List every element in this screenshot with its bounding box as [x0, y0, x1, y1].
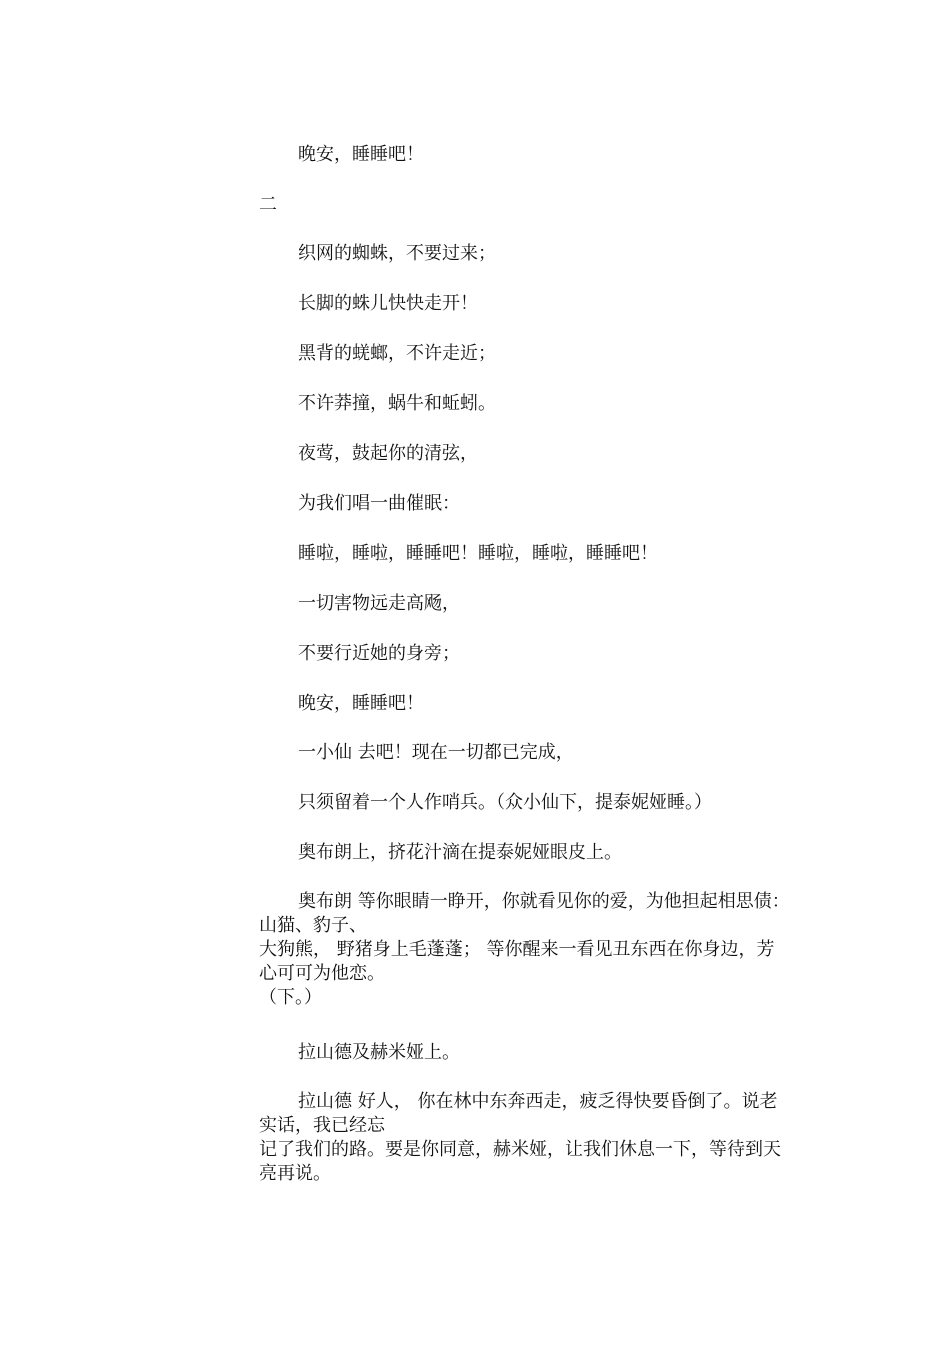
lysander-speech — [259, 1090, 814, 1186]
speech-line: 山猫、豹子、 — [259, 915, 367, 936]
section-number: 二 — [259, 194, 277, 215]
text-line: 夜莺，鼓起你的清弦， — [298, 443, 478, 464]
speech-line: 亮再说。 — [259, 1163, 331, 1184]
text-line: 一小仙 去吧！现在一切都已完成， — [298, 742, 574, 763]
text-line: 睡啦，睡啦，睡睡吧！睡啦，睡啦，睡睡吧！ — [298, 543, 658, 564]
text-line: 长脚的蛛儿快快走开！ — [298, 293, 478, 314]
speech-line: 心可可为他恋。 — [259, 963, 385, 984]
speech-line: 记了我们的路。要是你同意，赫米娅，让我们休息一下，等待到天 — [259, 1139, 781, 1160]
speech-line: 奥布朗 等你眼睛一睁开，你就看见你的爱，为他担起相思债： — [298, 891, 790, 912]
speech-line: 大狗熊， 野猪身上毛蓬蓬； 等你醒来一看见丑东西在你身边，芳 — [259, 939, 775, 960]
text-line: 织网的蜘蛛，不要过来； — [298, 243, 496, 264]
text-line: 黑背的蜣螂，不许走近； — [298, 343, 496, 364]
text-line: 不要行近她的身旁； — [298, 643, 460, 664]
speech-line: 拉山德 好人， 你在林中东奔西走，疲乏得快要昏倒了。说老 — [298, 1091, 778, 1112]
oberon-speech — [259, 890, 814, 1010]
text-line: 一切害物远走高飏， — [298, 593, 460, 614]
stage-direction: （下。） — [259, 987, 322, 1008]
text-line: 晚安，睡睡吧！ — [298, 693, 424, 714]
stage-direction: 只须留着一个人作哨兵。（众小仙下，提泰妮娅睡。） — [298, 792, 712, 813]
text-line: 为我们唱一曲催眠： — [298, 493, 460, 514]
text-line: 晚安，睡睡吧！ — [298, 144, 424, 165]
stage-direction: 拉山德及赫米娅上。 — [298, 1042, 460, 1063]
text-line: 不许莽撞，蜗牛和蚯蚓。 — [298, 393, 496, 414]
speech-line: 实话，我已经忘 — [259, 1115, 385, 1136]
stage-direction: 奥布朗上，挤花汁滴在提泰妮娅眼皮上。 — [298, 842, 622, 863]
